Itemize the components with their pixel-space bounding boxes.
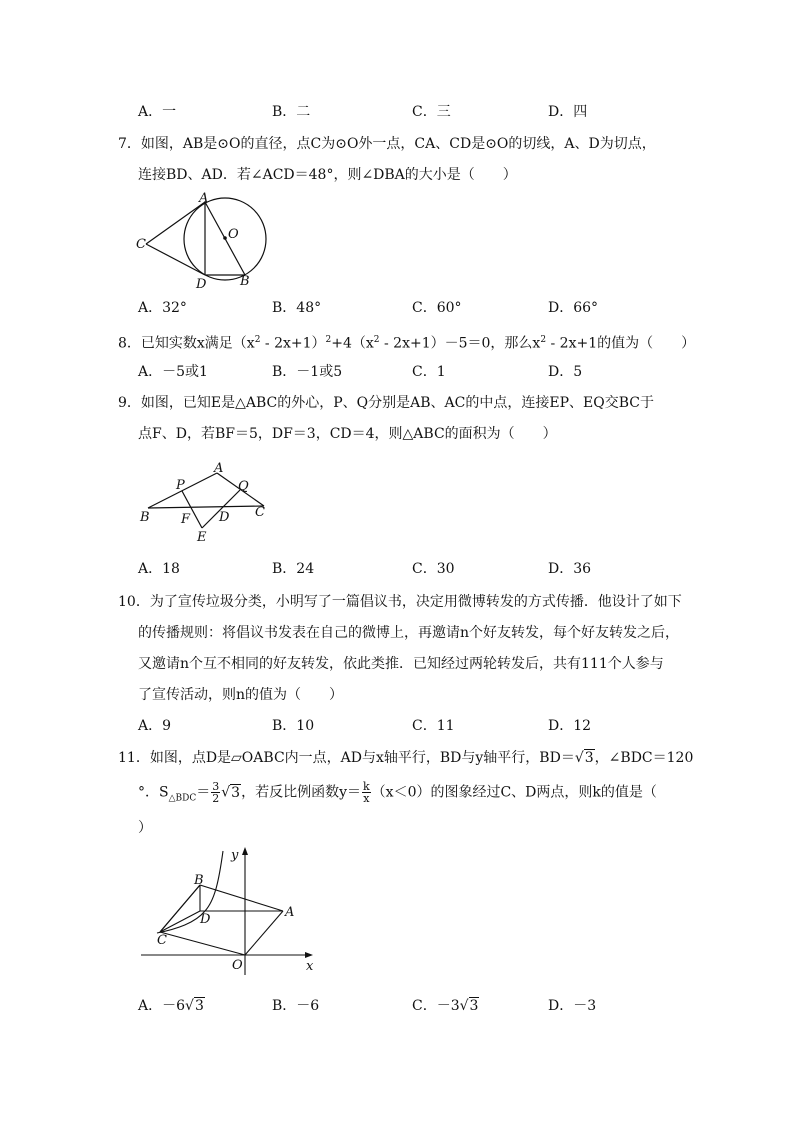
- q11-sub: △BDC: [168, 793, 197, 804]
- q10-option-d: D．12: [548, 718, 592, 734]
- q8-option-c: C．1: [412, 364, 446, 380]
- q11-option-c-text: C．－3: [412, 998, 460, 1014]
- q7-option-c: C．60°: [412, 300, 462, 316]
- q11-fraction-1: [211, 781, 220, 804]
- q9-option-d: D．36: [548, 561, 592, 577]
- q8-options: [138, 362, 698, 382]
- q11-stem-line3: ）: [138, 820, 152, 836]
- q11-option-a-sqrt: 3: [194, 998, 204, 1014]
- q7-option-b: B．48°: [272, 300, 322, 316]
- q10-stem-line1: 10．为了宣传垃圾分类，小明写了一篇倡议书，决定用微博转发的方式传播．他设计了如下: [118, 594, 682, 610]
- q8-sup-1: 2: [254, 335, 261, 345]
- q11-options: [138, 996, 698, 1016]
- q8-text-1: 8．已知实数x满足（x: [118, 335, 255, 352]
- q10-option-b: B．10: [272, 718, 315, 734]
- q11-sqrt-2: 3: [231, 784, 241, 801]
- q8-option-b: B．－1或5: [272, 364, 343, 380]
- q9-stem-line2: 点F、D，若BF＝5，DF＝3，CD＝4，则△ABC的面积为（ ）: [138, 426, 557, 442]
- q9-options: [138, 559, 698, 579]
- q11-option-c: C．－3√3: [412, 998, 479, 1014]
- q7-stem-line1: 7．如图，AB是⊙O的直径，点C为⊙O外一点，CA、CD是⊙O的切线，A、D为切点，: [118, 136, 656, 152]
- q6-option-b: B．二: [272, 104, 311, 120]
- q11-label-x: x: [306, 959, 314, 974]
- q6-option-c: C．三: [412, 104, 451, 120]
- q11-text-1: 11．如图，点D是▱OABC内一点，AD与x轴平行，BD与y轴平行，BD＝: [118, 750, 575, 766]
- q8-text-5: - 2x+1的值为（ ）: [546, 335, 696, 352]
- q9-label-d: D: [219, 510, 230, 525]
- q11-frac2-num: k: [363, 780, 370, 793]
- q8-option-a: A．－5或1: [138, 364, 208, 380]
- q9-label-b: B: [140, 510, 150, 525]
- q8-sup-3: 2: [373, 335, 380, 345]
- q11-text-6: （x＜0）的图象经过C、D两点，则k的值是（: [371, 784, 657, 801]
- q11-text-2: ，∠BDC＝120: [594, 750, 694, 766]
- q9-label-c: C: [255, 505, 265, 520]
- q11-option-d: D．－3: [548, 998, 597, 1014]
- q7-label-o: O: [228, 227, 239, 242]
- q10-option-c: C．11: [412, 718, 455, 734]
- q7-figure: [132, 192, 272, 292]
- q9-label-e: E: [197, 530, 207, 545]
- q9-option-a: A．18: [138, 561, 180, 577]
- q7-option-d: D．66°: [548, 300, 599, 316]
- q11-frac1-den: 2: [212, 792, 220, 805]
- q8-sup-2: 2: [325, 335, 332, 345]
- q9-figure: [134, 458, 274, 546]
- q11-text-4: ＝: [196, 784, 211, 801]
- q7-options: [138, 298, 698, 318]
- q11-text-3: °．S: [138, 784, 169, 801]
- q11-label-c: C: [157, 933, 167, 948]
- q7-label-d: D: [196, 277, 207, 292]
- q9-option-c: C．30: [412, 561, 455, 577]
- q11-frac2-den: x: [363, 792, 370, 805]
- q11-sqrt-1: 3: [584, 750, 594, 766]
- q11-stem-line2: °．$S_{\triangle BDC}=$ $\frac{3}{2}$ √3，若反比例函数y＝ $\frac{k}{x}$ （x＜0）的图象经过C、D两点，则k的值是（: [138, 780, 657, 805]
- q10-stem-line4: 了宣传活动，则n的值为（ ）: [138, 687, 344, 703]
- q11-stem-line1: 11．如图，点D是▱OABC内一点，AD与x轴平行，BD与y轴平行，BD＝√3，∠BDC＝120: [118, 750, 694, 766]
- q8-text-3: +4（x: [331, 335, 374, 352]
- q6-option-a: A．一: [138, 104, 177, 120]
- q11-frac1-num: 3: [212, 780, 220, 793]
- q7-stem-line2: 连接BD、AD．若∠ACD＝48°，则∠DBA的大小是（ ）: [138, 167, 517, 183]
- q9-label-f: F: [181, 512, 191, 527]
- q11-option-a-text: A．－6: [138, 998, 186, 1014]
- q9-stem-line1: 9．如图，已知E是△ABC的外心，P、Q分别是AB、AC的中点，连接EP、EQ交BC于: [118, 395, 654, 411]
- q9-option-b: B．24: [272, 561, 315, 577]
- q11-label-d: D: [200, 912, 211, 927]
- q9-label-q: Q: [238, 479, 249, 494]
- q11-label-a: A: [285, 905, 295, 920]
- q10-stem-line3: 又邀请n个互不相同的好友转发，依此类推．已知经过两轮转发后，共有111个人参与: [138, 656, 664, 672]
- q11-fraction-2: [362, 781, 371, 804]
- q7-label-b: B: [240, 274, 250, 289]
- q8-text-4: - 2x+1）－5＝0，那么x: [379, 335, 541, 352]
- q10-option-a: A．9: [138, 718, 172, 734]
- q11-label-y: y: [231, 848, 239, 863]
- q8-sup-4: 2: [540, 335, 547, 345]
- q11-option-c-sqrt: 3: [469, 998, 479, 1014]
- q8-text-2: - 2x+1）: [260, 335, 326, 352]
- q11-label-o: O: [232, 958, 243, 973]
- q11-label-b: B: [194, 873, 204, 888]
- q9-label-a: A: [214, 461, 224, 476]
- q10-stem-line2: 的传播规则：将倡议书发表在自己的微博上，再邀请n个好友转发，每个好友转发之后，: [138, 625, 680, 641]
- q8-stem: [118, 330, 695, 354]
- q7-option-a: A．32°: [138, 300, 187, 316]
- q9-label-p: P: [176, 478, 185, 493]
- q11-text-5: ，若反比例函数y＝: [241, 784, 361, 801]
- q11-option-b: B．－6: [272, 998, 320, 1014]
- q11-figure: [137, 845, 322, 980]
- q8-option-d: D．5: [548, 364, 583, 380]
- q11-option-a: A．－6√3: [138, 998, 204, 1014]
- q6-options: [138, 102, 698, 122]
- q7-label-c: C: [136, 237, 146, 252]
- q10-options: [138, 716, 698, 736]
- q6-option-d: D．四: [548, 104, 588, 120]
- q7-label-a: A: [199, 192, 209, 206]
